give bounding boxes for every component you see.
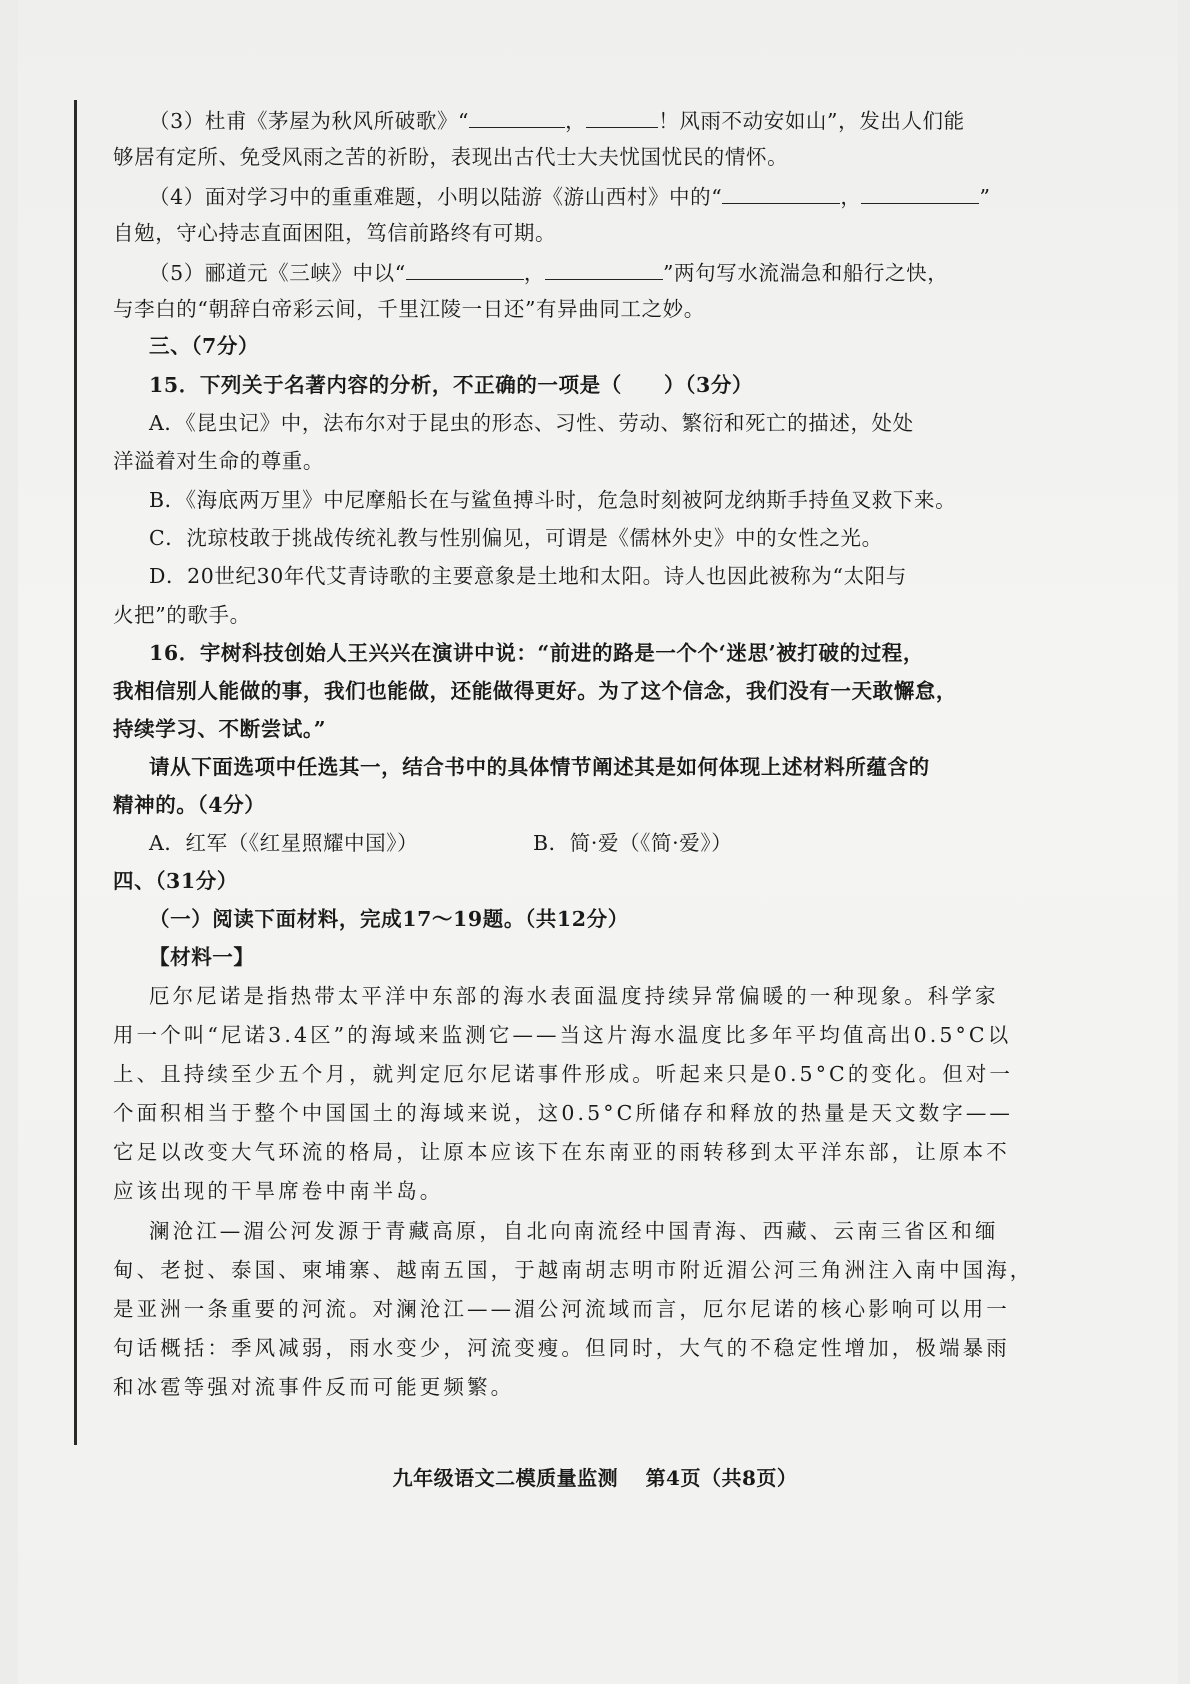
q14-item5-line2: 与李白的“朝辞白帝彩云间，千里江陵一日还”有异曲同工之妙。	[113, 297, 705, 321]
answer-blank[interactable]	[545, 257, 663, 280]
q15-option-d-line1[interactable]: D．20世纪30年代艾青诗歌的主要意象是土地和太阳。诗人也因此被称为“太阳与	[149, 564, 907, 588]
binding-line	[74, 100, 77, 1445]
paragraph2-line: 澜沧江—湄公河发源于青藏高原，自北向南流经中国青海、西藏、云南三省区和缅	[149, 1219, 999, 1243]
material1-label: 【材料一】	[149, 945, 255, 969]
q16-task-line1: 请从下面选项中任选其一，结合书中的具体情节阐述其是如何体现上述材料所蕴含的	[149, 755, 930, 779]
q16-task-line2: 精神的。（4分）	[113, 793, 266, 817]
q14-item5-line1: （5）郦道元《三峡》中以“ ， ”两句写水流湍急和船行之快，	[149, 257, 948, 287]
paragraph1-line: 上、且持续至少五个月，就判定厄尔尼诺事件形成。听起来只是0.5°C的变化。但对一	[113, 1062, 1014, 1086]
q14-item4-line2: 自勉，守心持志直面困阻，笃信前路终有可期。	[113, 221, 557, 245]
paragraph2-line: 是亚洲一条重要的河流。对澜沧江——湄公河流域而言，厄尔尼诺的核心影响可以用一	[113, 1297, 1010, 1321]
page-footer	[0, 1462, 1190, 1491]
answer-blank[interactable]	[469, 105, 565, 128]
answer-blank[interactable]	[722, 181, 840, 204]
paragraph2-line: 句话概括：季风减弱，雨水变少，河流变瘦。但同时，大气的不稳定性增加，极端暴雨	[113, 1336, 1010, 1360]
q16-stem-line3: 持续学习、不断尝试。”	[113, 717, 327, 741]
q14-item4-line1: （4）面对学习中的重重难题，小明以陆游《游山西村》中的“ ， ”	[149, 181, 991, 211]
answer-blank[interactable]	[861, 181, 979, 204]
q16-option-a[interactable]: A．红军（《红星照耀中国》）	[149, 831, 419, 855]
q15-option-a-line2: 洋溢着对生命的尊重。	[113, 449, 324, 473]
section4-heading: 四、（31分）	[113, 869, 238, 893]
q15-option-c[interactable]: C．沈琼枝敢于挑战传统礼教与性别偏见，可谓是《儒林外史》中的女性之光。	[149, 526, 883, 550]
exam-name: 九年级语文二模质量监测	[392, 1466, 619, 1490]
q16-stem-line1: 16．宇树科技创始人王兴兴在演讲中说：“前进的路是一个个‘迷思’被打破的过程，	[149, 641, 924, 665]
part1-instruction: （一）阅读下面材料，完成17～19题。（共12分）	[149, 907, 629, 931]
page-number: 第4页（共8页）	[645, 1466, 798, 1490]
section3-heading: 三、（7分）	[149, 334, 260, 358]
q15-option-d-line2: 火把”的歌手。	[113, 603, 251, 627]
q16-stem-line2: 我相信别人能做的事，我们也能做，还能做得更好。为了这个信念，我们没有一天敢懈怠，	[113, 679, 957, 703]
paragraph1-line: 用一个叫“尼诺3.4区”的海域来监测它——当这片海水温度比多年平均值高出0.5°C以	[113, 1023, 1012, 1047]
paragraph1-line: 应该出现的干旱席卷中南半岛。	[113, 1179, 444, 1203]
q15-option-b[interactable]: B．《海底两万里》中尼摩船长在与鲨鱼搏斗时，危急时刻被阿龙纳斯手持鱼叉救下来。	[149, 488, 957, 512]
answer-blank[interactable]	[406, 257, 524, 280]
paragraph2-line: 甸、老挝、泰国、柬埔寨、越南五国，于越南胡志明市附近湄公河三角洲注入南中国海，	[113, 1258, 1034, 1282]
paragraph1-line: 个面积相当于整个中国国土的海域来说，这0.5°C所储存和释放的热量是天文数字——	[113, 1101, 1014, 1125]
paragraph1-line: 厄尔尼诺是指热带太平洋中东部的海水表面温度持续异常偏暖的一种现象。科学家	[149, 984, 999, 1008]
q15-stem: 15．下列关于名著内容的分析，不正确的一项是（ ）（3分）	[149, 373, 754, 397]
answer-blank[interactable]	[586, 105, 658, 128]
exam-page	[18, 0, 1178, 1684]
q14-item3-line1: （3）杜甫《茅屋为秋风所破歌》“ ， ！风雨不动安如山”，发出人们能	[149, 105, 965, 135]
paragraph2-line: 和冰雹等强对流事件反而可能更频繁。	[113, 1375, 515, 1399]
paragraph1-line: 它足以改变大气环流的格局，让原本应该下在东南亚的雨转移到太平洋东部，让原本不	[113, 1140, 1010, 1164]
q14-item3-line2: 够居有定所、免受风雨之苦的祈盼，表现出古代士大夫忧国忧民的情怀。	[113, 145, 789, 169]
q15-option-a-line1[interactable]: A．《昆虫记》中，法布尔对于昆虫的形态、习性、劳动、繁衍和死亡的描述，处处	[149, 411, 914, 435]
q16-option-b[interactable]: B．简·爱（《简·爱》）	[533, 831, 733, 855]
